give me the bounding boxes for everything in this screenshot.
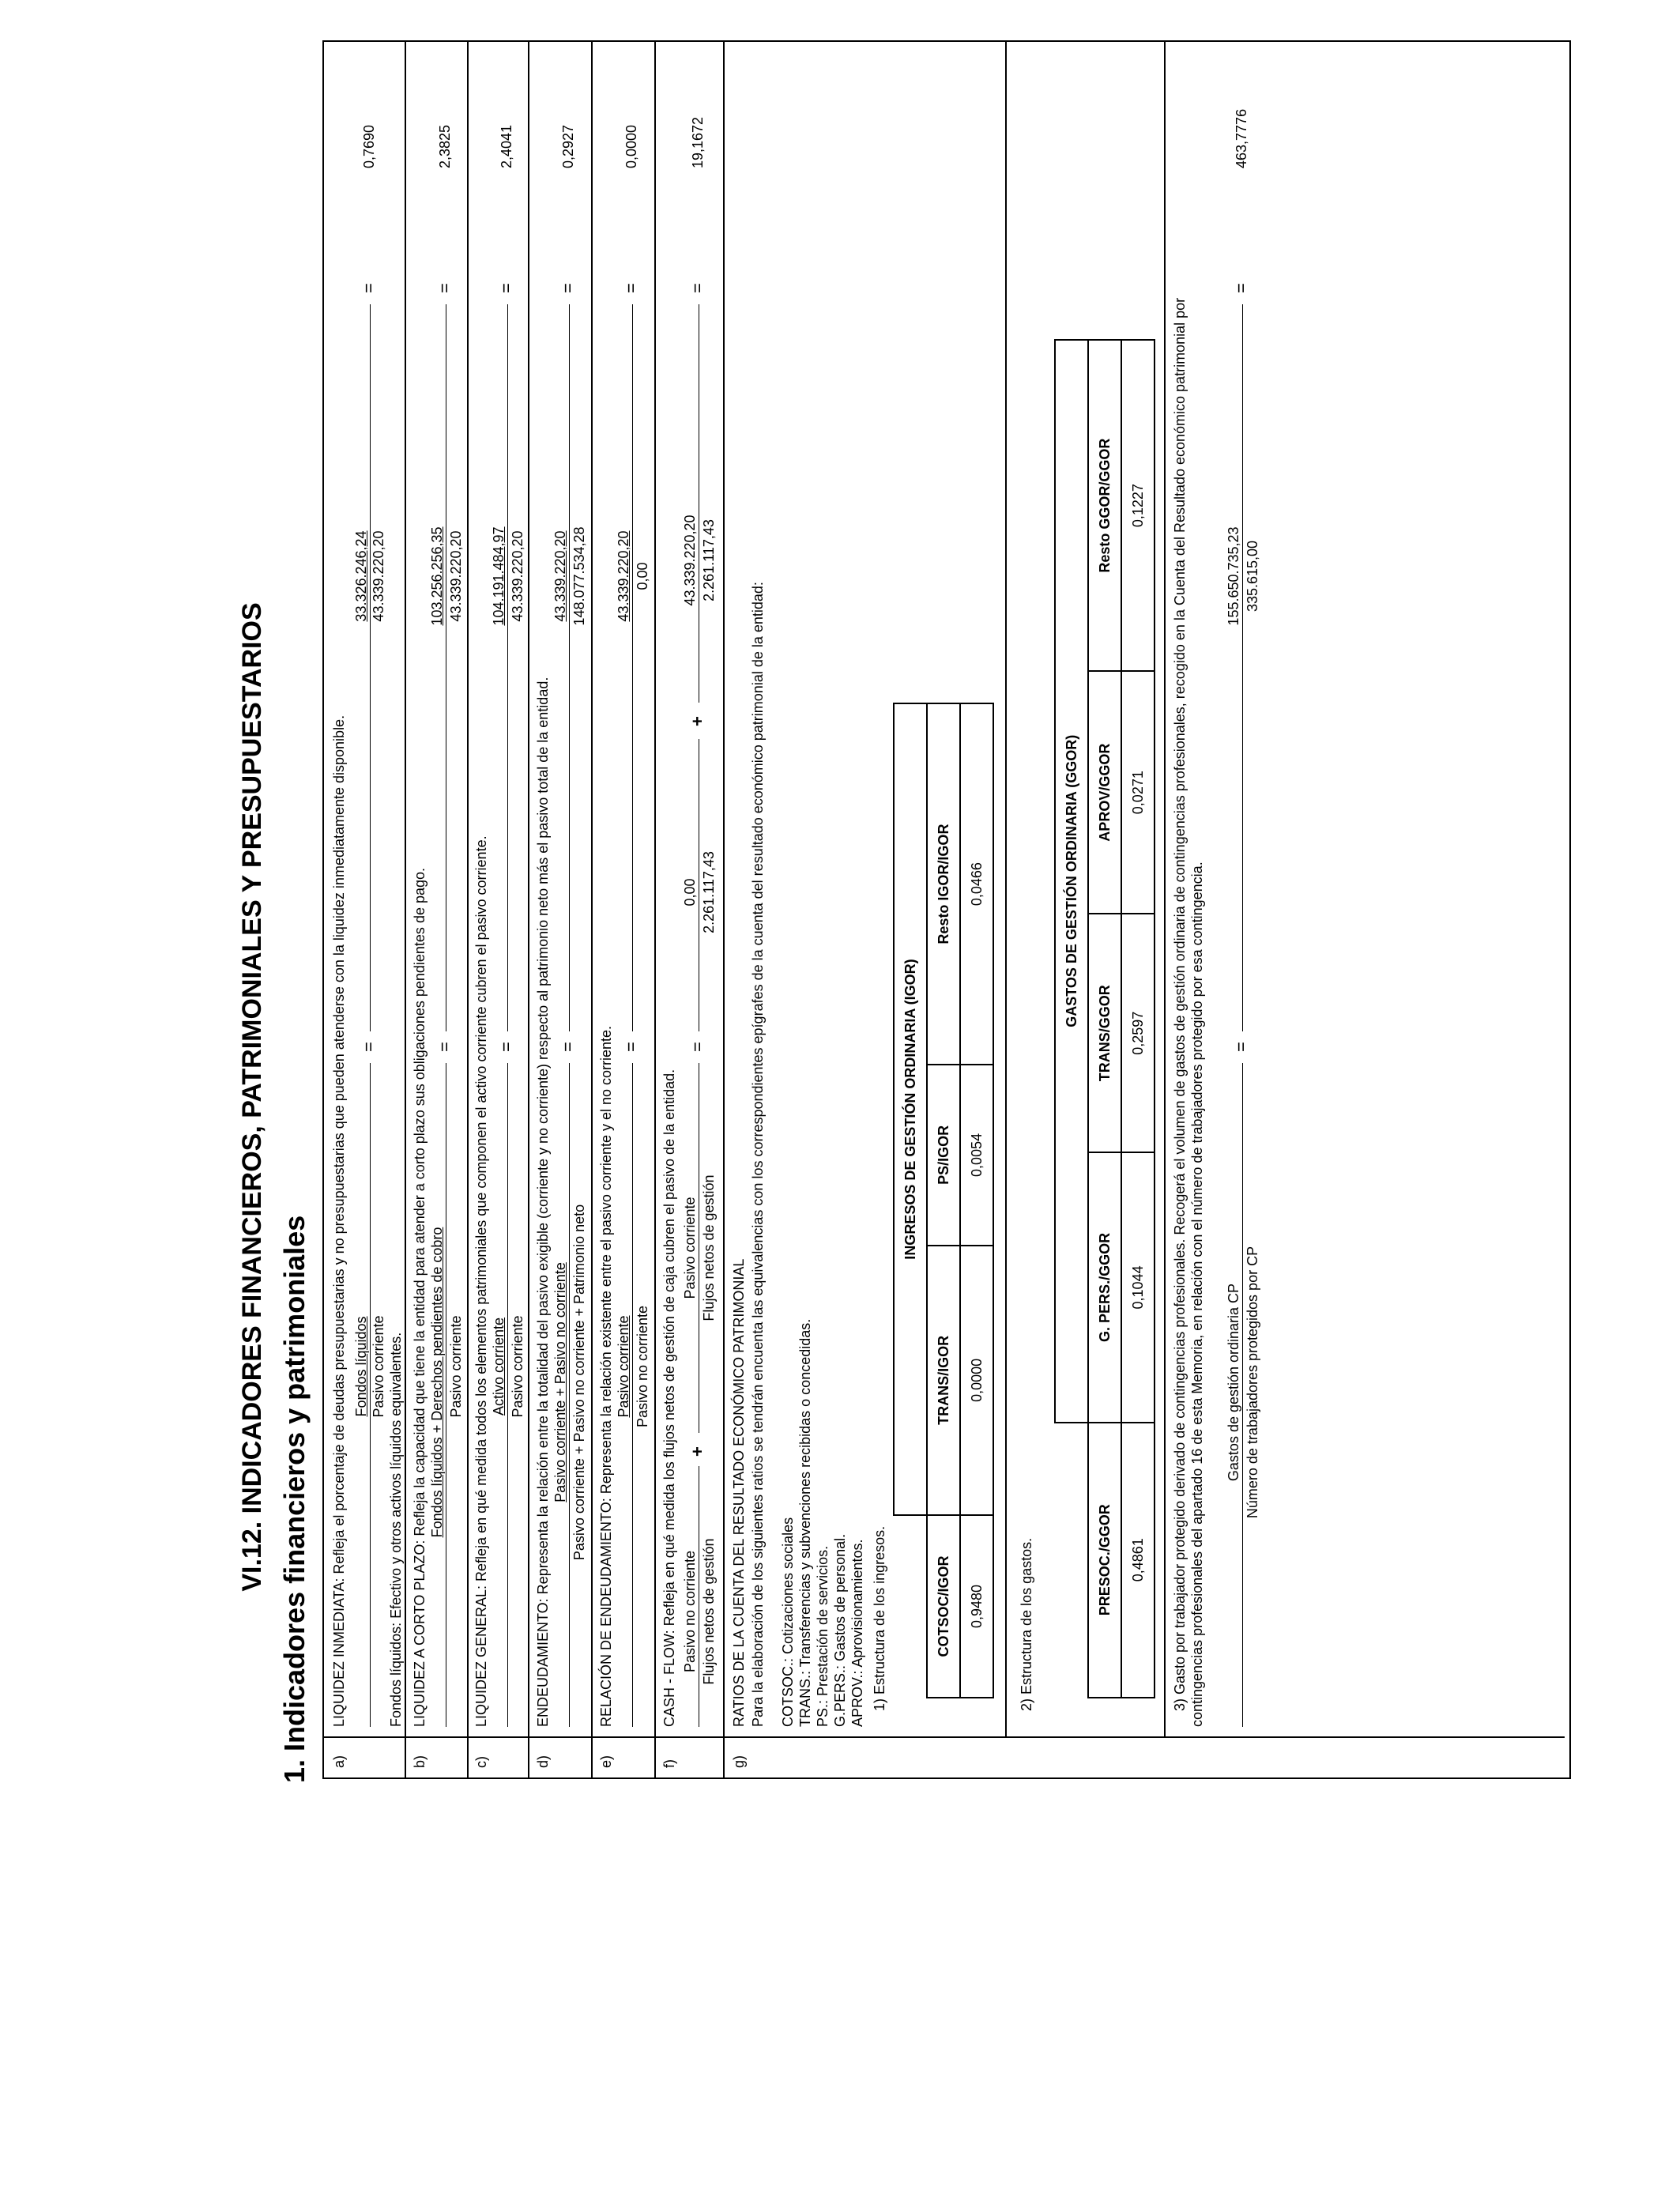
- fraction-line-d-left: [569, 1063, 570, 1727]
- equals-f1: =: [687, 1042, 707, 1052]
- fraction-line-a-right: [370, 304, 371, 1031]
- fraction-line-contingency-right: [1242, 304, 1243, 1031]
- letter-g: g): [731, 1755, 747, 1768]
- letter-b: b): [412, 1755, 428, 1768]
- result-e: 0,0000: [623, 124, 639, 168]
- expenses-header-trans: TRANS/GGOR: [1088, 914, 1121, 1152]
- equals-c2: =: [496, 283, 516, 293]
- den1-label-f: Flujos netos de gestión: [701, 1538, 717, 1685]
- num-value-d: 43.339.220,20: [552, 530, 568, 622]
- den-label-c: Pasivo corriente: [510, 1315, 525, 1418]
- separator-income: [1005, 42, 1007, 1738]
- plus-f2: +: [687, 716, 707, 726]
- den-label-b: Pasivo corriente: [448, 1315, 464, 1418]
- contingency-text-2: contingencias profesionales del apartado 16 de esta Memoria, en relación con el número de trabajadores protegido por esa contingencia.: [1189, 861, 1205, 1727]
- den-label-a: Pasivo corriente: [371, 1315, 386, 1418]
- definition-cotsoc: COTSOC.: Cotizaciones sociales: [780, 1517, 796, 1727]
- expenses-header-presoc: PRESOC./GGOR: [1088, 1423, 1121, 1698]
- separator-d: [591, 42, 593, 1777]
- income-table: [893, 703, 994, 1698]
- income-table-title: INGRESOS DE GESTIÓN ORDINARIA (IGOR): [894, 703, 927, 1515]
- result-c: 2,4041: [499, 124, 514, 168]
- definition-gpers: G.PERS.: Gastos de personal.: [832, 1533, 848, 1727]
- equals-d2: =: [558, 283, 578, 293]
- expenses-header-aprov: APROV/GGOR: [1088, 671, 1121, 914]
- income-header-resto: Resto IGOR/IGOR: [927, 703, 960, 1065]
- equals-e2: =: [621, 283, 641, 293]
- separator-f: [723, 42, 725, 1777]
- intro-g: Para la elaboración de los siguientes ratios se tendrán encuenta las equivalencias con los correspondientes epígrafes de la cuenta del resultado económico patrimonial de la entidad:: [750, 582, 766, 1727]
- num2-label-f: Pasivo corriente: [682, 1197, 698, 1299]
- equals-c1: =: [496, 1042, 516, 1052]
- income-value-ps: 0,0054: [960, 1065, 993, 1246]
- income-table-corner: [894, 1515, 927, 1698]
- equals-a1: =: [359, 1042, 379, 1052]
- letter-d: d): [535, 1755, 551, 1768]
- result-f: 19,1672: [690, 116, 706, 168]
- den-value-e: 0,00: [635, 562, 650, 590]
- definition-ps: PS.: Prestación de servicios.: [815, 1545, 831, 1727]
- equals-b1: =: [435, 1042, 454, 1052]
- num1-value-f: 0,00: [682, 878, 698, 907]
- letter-c: c): [473, 1756, 489, 1768]
- fraction-line-d-right: [569, 304, 570, 1031]
- description-a: LIQUIDEZ INMEDIATA: Refleja el porcentaje de deudas presupuestarias y no presupuestarias que pueden atenderse con la liquidez inmediatamente disponible.: [331, 714, 347, 1727]
- contingency-num-label: Gastos de gestión ordinaria CP: [1226, 1283, 1241, 1482]
- equals-contingency-1: =: [1231, 1042, 1251, 1052]
- definition-aprov: APROV.: Aprovisionamientos.: [849, 1539, 865, 1727]
- description-f: CASH - FLOW: Refleja en qué medida los flujos netos de gestión de caja cubren el pasivo de la entidad.: [661, 1069, 677, 1727]
- plus-f1: +: [687, 1446, 707, 1457]
- income-value-trans: 0,0000: [960, 1246, 993, 1515]
- letter-a: a): [331, 1755, 347, 1768]
- expenses-table: [1054, 339, 1155, 1698]
- num-value-a: 33.326.246,24: [353, 530, 369, 622]
- separator-b: [467, 42, 469, 1777]
- expenses-value-resto: 0,1227: [1121, 340, 1155, 671]
- income-value-cotsoc: 0,9480: [960, 1515, 993, 1698]
- fraction-line-e-left: [632, 1063, 633, 1727]
- den-label-d: Pasivo corriente + Pasivo no corriente + Patrimonio neto: [571, 1204, 587, 1561]
- expenses-value-gpers: 0,1044: [1121, 1152, 1155, 1422]
- expenses-value-presoc: 0,4861: [1121, 1423, 1155, 1698]
- description-e: RELACIÓN DE ENDEUDAMIENTO: Representa la relación existente entre el pasivo corriente y el no corriente.: [598, 1025, 614, 1727]
- letter-column-divider: [324, 1736, 1565, 1738]
- result-d: 0,2927: [560, 124, 576, 168]
- num-label-d: Pasivo corriente + Pasivo no corriente: [552, 1262, 568, 1502]
- den-value-b: 43.339.220,20: [448, 530, 464, 622]
- num-label-c: Activo corriente: [491, 1317, 507, 1416]
- contingency-num-value: 155.650.735,23: [1226, 526, 1241, 626]
- main-title: VI.12. INDICADORES FINANCIEROS, PATRIMONIALES Y PRESUPUESTARIOS: [237, 602, 267, 1592]
- heading-g: RATIOS DE LA CUENTA DEL RESULTADO ECONÓMICO PATRIMONIAL: [731, 1258, 747, 1727]
- expenses-header-resto: Resto GGOR/GGOR: [1088, 340, 1121, 671]
- expenses-value-aprov: 0,0271: [1121, 671, 1155, 914]
- income-value-resto: 0,0466: [960, 703, 993, 1065]
- definition-trans: TRANS.: Transferencias y subvenciones recibidas o concedidas.: [797, 1318, 813, 1727]
- den-value-d: 148.077.534,28: [571, 526, 587, 626]
- num-value-c: 104.191.484,97: [491, 526, 507, 626]
- result-a: 0,7690: [361, 124, 377, 168]
- contingency-den-value: 335.615,00: [1245, 540, 1260, 613]
- equals-a2: =: [359, 283, 379, 293]
- equals-e1: =: [621, 1042, 641, 1052]
- equals-d1: =: [558, 1042, 578, 1052]
- equals-f2: =: [687, 283, 707, 293]
- expenses-table-corner: [1055, 1423, 1088, 1698]
- equals-contingency-2: =: [1231, 283, 1251, 293]
- separator-e: [654, 42, 656, 1777]
- num-label-b: Fondos líquidos + Derechos pendientes de cobro: [429, 1227, 445, 1538]
- indicators-box: [322, 40, 1571, 1779]
- expenses-structure-label: 2) Estructura de los gastos.: [1019, 1537, 1034, 1711]
- description-c: LIQUIDEZ GENERAL: Refleja en qué medida todos los elementos patrimoniales que componen el activo corriente cubren el pasivo corriente.: [473, 835, 489, 1727]
- num1-label-f: Pasivo no corriente: [682, 1550, 698, 1673]
- fraction-line-c-right: [507, 304, 508, 1031]
- fraction-line-e-right: [632, 304, 633, 1031]
- expenses-header-gpers: G. PERS./GGOR: [1088, 1152, 1121, 1422]
- description-d: ENDEUDAMIENTO: Representa la relación entre la totalidad del pasivo exigible (corriente y no corriente) respecto al patrimonio neto más el pasivo total de la entidad.: [535, 677, 551, 1727]
- den-value-c: 43.339.220,20: [510, 530, 525, 622]
- separator-expenses: [1164, 42, 1166, 1738]
- fraction-line-c-left: [507, 1063, 508, 1727]
- equals-b2: =: [435, 283, 454, 293]
- den2-label-f: Flujos netos de gestión: [701, 1174, 717, 1321]
- den2-value-f: 2.261.117,43: [701, 519, 717, 601]
- contingency-result: 463,7776: [1234, 108, 1249, 168]
- letter-e: e): [598, 1755, 614, 1768]
- income-structure-label: 1) Estructura de los ingresos.: [872, 1525, 887, 1711]
- num-label-a: Fondos líquidos: [353, 1316, 369, 1417]
- contingency-text-1: 3) Gasto por trabajador protegido derivado de contingencias profesionales. Recogerá el volumen de gastos de gestión ordinaria de contingencias profesionales, recogido en la Cuenta del Resultado económico patrimonial por: [1172, 297, 1188, 1711]
- num2-value-f: 43.339.220,20: [682, 515, 698, 606]
- num-label-e: Pasivo corriente: [616, 1315, 631, 1418]
- contingency-den-label: Número de trabajadores protegidos por CP: [1245, 1246, 1260, 1519]
- expenses-value-trans: 0,2597: [1121, 914, 1155, 1152]
- fraction-line-contingency-left: [1242, 1063, 1243, 1727]
- num-value-e: 43.339.220,20: [616, 530, 631, 622]
- letter-f: f): [661, 1759, 677, 1768]
- income-header-trans: TRANS/IGOR: [927, 1246, 960, 1515]
- expenses-table-title: GASTOS DE GESTIÓN ORDINARIA (GGOR): [1055, 340, 1088, 1423]
- den1-value-f: 2.261.117,43: [701, 851, 717, 933]
- note-a: Fondos líquidos: Efectivo y otros activos líquidos equivalentes.: [388, 1332, 404, 1727]
- num-value-b: 103.256.256,35: [429, 526, 445, 626]
- den-label-e: Pasivo no corriente: [635, 1305, 650, 1428]
- income-header-cotsoc: COTSOC/IGOR: [927, 1515, 960, 1698]
- income-header-ps: PS/IGOR: [927, 1065, 960, 1246]
- den-value-a: 43.339.220,20: [371, 530, 386, 622]
- separator-a: [405, 42, 406, 1777]
- separator-c: [528, 42, 529, 1777]
- section-title: 1. Indicadores financieros y patrimoniales: [278, 1215, 311, 1783]
- result-b: 2,3825: [437, 124, 453, 168]
- description-b: LIQUIDEZ A CORTO PLAZO: Refleja la capacidad que tiene la entidad para atender a corto plazo sus obligaciones pendientes de pago.: [412, 867, 428, 1727]
